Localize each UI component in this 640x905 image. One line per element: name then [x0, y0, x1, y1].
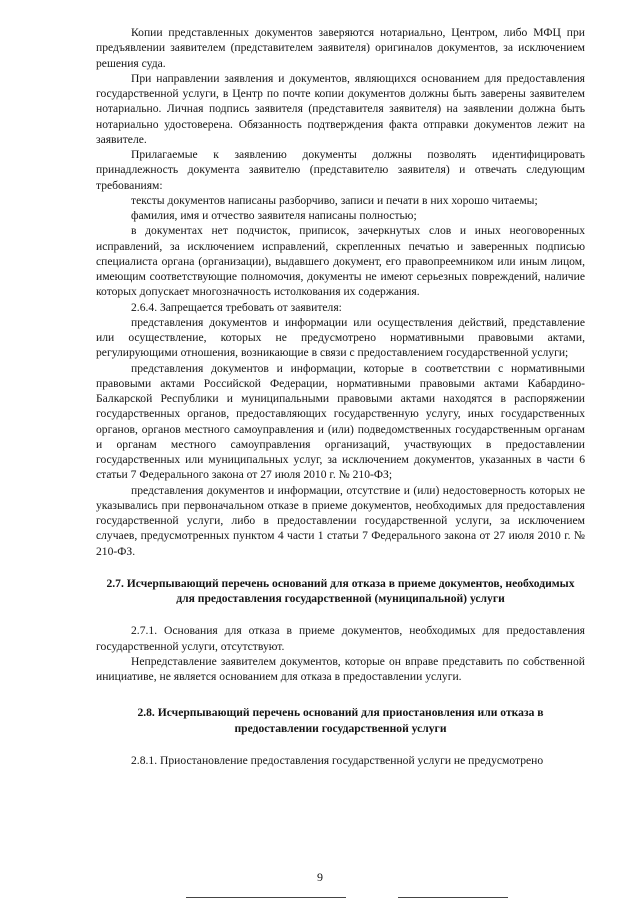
scan-edge-line: [398, 897, 508, 898]
requirement-no-corrections: в документах нет подчисток, приписок, зачеркнутых слов и иных неоговоренных исправлений, за исключением исправлений, скрепленных печатью и заверенных подписью специалиста органа (организации), выдавшего документ, его правопреемником или иным лицом, имеющим соответствующие полномочия, документы не имеют серьезных повреждений, наличие которых допускает многозначность истолкования их содержания.: [96, 224, 585, 299]
paragraph-attached-documents: Прилагаемые к заявлению документы должны позволять идентифицировать принадлежность документа заявителю (представителю заявителя) и отвечать следующим требованиям:: [96, 148, 585, 192]
section-2-8-1: 2.8.1. Приостановление предоставления государственной услуги не предусмотрено: [131, 753, 544, 767]
prohibition-actions-not-required: представления документов и информации или осуществления действий, представление или осуществление, которых не предусмотрено нормативными правовыми актами, регулирующими отношения, возникающие в связи с предоставлением государственной услуги;: [96, 315, 585, 360]
requirement-full-name: фамилия, имя и отчество заявителя написаны полностью;: [131, 209, 417, 222]
prohibition-documents-not-indicated: представления документов и информации, отсутствие и (или) недостоверность которых не указывались при первоначальном отказе в приеме документов, необходимых для предоставления государственной услуги, либо в предоставлении государственной услуги, за исключением случаев, предусмотренных пунктом 4 части 1 статьи 7 Федерального закона от 27 июля 2010 г. № 210-ФЗ.: [96, 483, 585, 558]
section-2-7-1: 2.7.1. Основания для отказа в приеме документов, необходимых для предоставления государственной услуги, отсутствуют.: [96, 624, 585, 653]
paragraph-copies-notarized: Копии представленных документов заверяются нотариально, Центром, либо МФЦ при предъявлении заявителем (представителем заявителя) оригиналов документов, за исключением решения суда.: [96, 26, 585, 70]
section-2-6-4: 2.6.4. Запрещается требовать от заявителя:: [131, 300, 342, 314]
paragraph-mail-submission: При направлении заявления и документов, являющихся основанием для предоставления государственной услуги, в Центр по почте копии документов должны быть заверены заявителем нотариально. Личная подпись заявителя (представителя заявителя) на заявлении должна быть нотариально удостоверена. Обязанность подтверждения факта отправки документов лежит на заявителе.: [96, 71, 585, 146]
heading-section-2-7: 2.7. Исчерпывающий перечень оснований для отказа в приеме документов, необходимых для предоставления государственной (муниципальной) услуги: [106, 576, 575, 605]
page-number: 9: [317, 870, 323, 884]
heading-section-2-8: 2.8. Исчерпывающий перечень оснований для приостановления или отказа в предоставлении государственной услуги: [137, 706, 544, 735]
document-page: [96, 25, 585, 768]
prohibition-documents-held-by-agencies: представления документов и информации, которые в соответствии с нормативными правовыми актами Российской Федерации, нормативными правовыми актами Кабардино-Балкарской Республики и муниципальными правовыми актами находятся в распоряжении государственных органов, предоставляющих государственную услугу, иных государственных органов, органов местного самоуправления и (или) подведомственных государственным органам и органам местного самоуправления организаций, участвующих в предоставлении государственных или муниципальных услуг, за исключением документов, указанных в части 6 статьи 7 Федерального закона от 27 июля 2010 г. № 210-ФЗ;: [96, 361, 585, 482]
paragraph-non-submission: Непредставление заявителем документов, которые он вправе представить по собственной инициативе, не является основанием для отказа в предоставлении услуги.: [96, 654, 585, 683]
requirement-legible-text: тексты документов написаны разборчиво, записи и печати в них хорошо читаемы;: [131, 193, 538, 207]
scan-edge-line: [186, 897, 346, 898]
